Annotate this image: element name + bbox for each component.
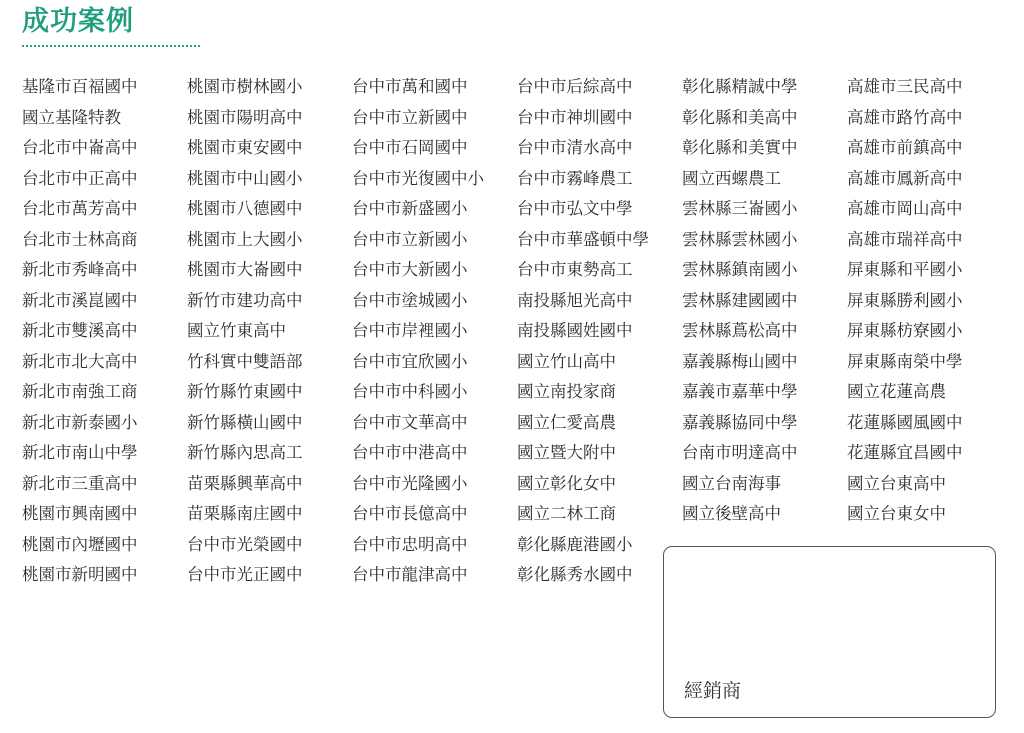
school-item: 國立花蓮高農 [847,382,946,401]
school-item: 國立二林工商 [517,504,616,523]
school-item: 新北市三重高中 [22,473,138,493]
school-item: 國立基隆特教 [22,107,121,127]
school-item: 嘉義縣梅山國中 [682,351,798,371]
title-underline [22,45,200,47]
school-item: 國立西螺農工 [682,168,781,188]
school-item: 台北市中正高中 [22,168,138,188]
school-item: 新北市秀峰高中 [22,260,138,279]
school-item: 彰化縣鹿港國小 [517,534,633,554]
school-item: 台中市光正國中 [187,565,303,584]
school-item: 台中市石岡國中 [352,138,468,157]
dealer-label: 經銷商 [684,680,742,702]
school-item: 國立後壁高中 [682,504,781,523]
school-item: 台中市霧峰農工 [517,168,633,188]
school-item: 基隆市百福國中 [22,77,138,96]
school-item: 屏東縣枋寮國小 [847,321,963,340]
school-item: 台南市明達高中 [682,443,798,462]
school-item: 桃園市陽明高中 [187,107,303,127]
school-item: 台中市新盛國小 [352,199,468,218]
school-item: 竹科實中雙語部 [187,351,303,371]
school-item: 台北市中崙高中 [22,138,138,157]
school-item: 台中市神圳國中 [517,107,633,127]
school-item: 台中市忠明高中 [352,534,468,554]
school-item: 高雄市前鎮高中 [847,138,963,157]
school-item: 台中市龍津高中 [352,565,468,584]
school-item: 南投縣國姓國中 [517,321,633,340]
school-item: 新北市溪崑國中 [22,290,138,310]
school-item: 國立台東高中 [847,473,946,493]
school-item: 國立彰化女中 [517,473,616,493]
school-item: 國立暨大附中 [517,443,616,462]
school-item: 國立南投家商 [517,382,616,401]
school-item: 桃園市內壢國中 [22,534,138,554]
school-item: 國立竹東高中 [187,321,286,340]
school-item: 台中市光復國中小 [352,168,484,188]
school-item: 苗栗縣南庄國中 [187,504,303,523]
school-item: 國立台東女中 [847,504,946,523]
school-item: 台中市宜欣國小 [352,351,468,371]
school-item: 新北市南強工商 [22,382,138,401]
school-item: 高雄市鳳新高中 [847,168,963,188]
school-item: 台中市大新國小 [352,260,468,279]
school-item: 台中市后綜高中 [517,77,633,96]
school-item: 新竹市建功高中 [187,290,303,310]
school-item: 台中市立新國中 [352,107,468,127]
school-item: 嘉義縣協同中學 [682,412,798,432]
school-item: 桃園市中山國小 [187,168,303,188]
school-item: 屏東縣南榮中學 [847,351,963,371]
school-item: 台北市士林高商 [22,229,138,249]
school-item: 國立仁愛高農 [517,412,616,432]
school-item: 台中市弘文中學 [517,199,633,218]
school-item: 彰化縣和美實中 [682,138,798,157]
school-item: 新北市雙溪高中 [22,321,138,340]
school-item: 台中市中科國小 [352,382,468,401]
school-item: 新竹縣內思高工 [187,443,303,462]
school-item: 桃園市八德國中 [187,199,303,218]
school-item: 高雄市路竹高中 [847,107,963,127]
school-item: 新竹縣橫山國中 [187,412,303,432]
school-item: 花蓮縣國風國中 [847,412,963,432]
school-item: 台中市清水高中 [517,138,633,157]
school-item: 新竹縣竹東國中 [187,382,303,401]
school-item: 花蓮縣宜昌國中 [847,443,963,462]
school-item: 桃園市新明國中 [22,565,138,584]
school-item: 彰化縣和美高中 [682,107,798,127]
school-item: 台中市立新國小 [352,229,468,249]
school-item: 高雄市岡山高中 [847,199,963,218]
school-item: 桃園市大崙國中 [187,260,303,279]
school-item: 國立台南海事 [682,473,781,493]
school-list [22,74,1002,594]
school-item: 台中市光榮國中 [187,534,303,554]
school-item: 台中市華盛頓中學 [517,229,649,249]
school-item: 苗栗縣興華高中 [187,473,303,493]
school-item: 台中市長億高中 [352,504,468,523]
school-item: 台中市光隆國小 [352,473,468,493]
school-item: 南投縣旭光高中 [517,290,633,310]
school-item: 屏東縣和平國小 [847,260,963,279]
school-item: 新北市南山中學 [22,443,138,462]
school-item: 台中市岸裡國小 [352,321,468,340]
dealer-box [663,546,996,718]
school-item: 台北市萬芳高中 [22,199,138,218]
school-item: 桃園市東安國中 [187,138,303,157]
school-item: 台中市塗城國小 [352,290,468,310]
school-item: 高雄市瑞祥高中 [847,229,963,249]
school-item: 屏東縣勝利國小 [847,290,963,310]
school-item: 桃園市上大國小 [187,229,303,249]
page-title: 成功案例 [22,6,134,37]
school-item: 台中市文華高中 [352,412,468,432]
school-item: 台中市東勢高工 [517,260,633,279]
school-item: 新北市北大高中 [22,351,138,371]
school-item: 雲林縣蔦松高中 [682,321,798,340]
school-item: 嘉義市嘉華中學 [682,382,798,401]
school-item: 台中市萬和國中 [352,77,468,96]
school-item: 彰化縣秀水國中 [517,565,633,584]
school-item: 雲林縣雲林國小 [682,229,798,249]
school-item: 桃園市興南國中 [22,504,138,523]
school-item: 台中市中港高中 [352,443,468,462]
school-item: 彰化縣精誠中學 [682,77,798,96]
school-item: 雲林縣建國國中 [682,290,798,310]
school-item: 桃園市樹林國小 [187,77,303,96]
school-item: 國立竹山高中 [517,351,616,371]
school-item: 雲林縣三崙國小 [682,199,798,218]
school-item: 新北市新泰國小 [22,412,138,432]
school-item: 雲林縣鎮南國小 [682,260,798,279]
school-item: 高雄市三民高中 [847,77,963,96]
